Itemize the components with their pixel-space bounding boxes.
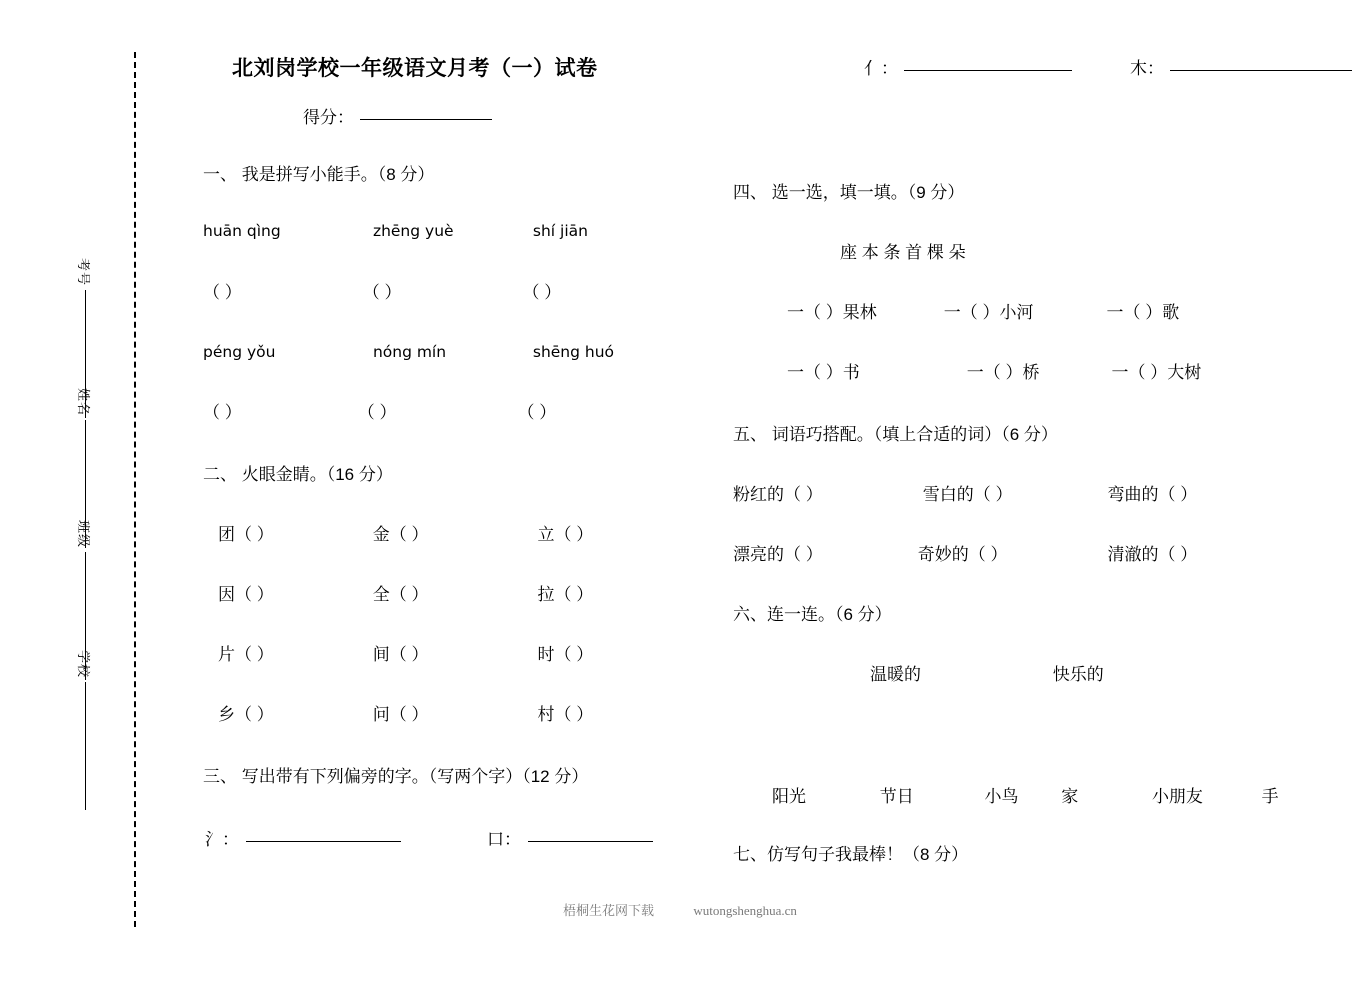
section-2-heading: 二、 火眼金睛。（16 分） (203, 465, 393, 484)
match-word-bottom[interactable]: 家 (1061, 787, 1079, 806)
section-2-row[interactable] (218, 520, 593, 545)
section-4-row-2[interactable] (787, 358, 1201, 383)
sidebar-item-label: 姓名 (76, 388, 92, 417)
match-word-top[interactable]: 快乐的 (1052, 665, 1104, 684)
sidebar-item-school[interactable] (72, 650, 98, 810)
section-7-heading: 七、仿写句子我最棒！（8 分） (733, 845, 969, 864)
footer-watermark (0, 900, 1360, 919)
section-5-heading: 五、 词语巧搭配。（填上合适的词）（6 分） (733, 425, 1058, 444)
section-2-row[interactable] (218, 580, 593, 605)
radical-label: 口： (487, 830, 521, 849)
pinyin-cell: zhēng yuè (372, 222, 454, 240)
collocation-blank[interactable]: 清澈的（ ） (1107, 545, 1198, 564)
char-answer-cell[interactable]: 片（ ） (218, 645, 274, 664)
match-word-bottom[interactable]: 节日 (879, 787, 914, 806)
match-word-bottom[interactable]: 小朋友 (1151, 787, 1203, 806)
section-1-pinyin-row-1 (203, 222, 588, 240)
score-rule[interactable] (360, 119, 492, 120)
char-answer-cell[interactable]: 团（ ） (218, 525, 274, 544)
char-answer-cell[interactable]: 问（ ） (372, 705, 429, 724)
watermark-url: wutongshenghua.cn (693, 903, 797, 918)
section-2-row[interactable] (218, 700, 593, 725)
char-answer-cell[interactable]: 间（ ） (372, 645, 429, 664)
section-6-bottom-words[interactable] (772, 782, 1279, 807)
answer-bracket[interactable]: （ ） (203, 283, 242, 302)
collocation-blank[interactable]: 弯曲的（ ） (1107, 485, 1198, 504)
header-field-2[interactable] (1130, 54, 1352, 79)
section-3-heading: 三、 写出带有下列偏旁的字。（写两个字）（12 分） (203, 767, 589, 786)
radical-answer-rule[interactable] (246, 841, 401, 842)
sidebar-item-label: 考号 (76, 258, 92, 287)
char-answer-cell[interactable]: 全（ ） (372, 585, 429, 604)
collocation-blank[interactable]: 奇妙的（ ） (917, 545, 1008, 564)
section-3-item-water-radical[interactable] (205, 825, 401, 850)
char-answer-cell[interactable]: 时（ ） (537, 645, 594, 664)
pinyin-cell: shí jiān (532, 222, 588, 240)
match-word-top[interactable]: 温暖的 (870, 665, 921, 684)
page-title: 北刘岗学校一年级语文月考（一）试卷 (232, 57, 598, 80)
collocation-blank[interactable]: 漂亮的（ ） (733, 545, 823, 564)
char-answer-cell[interactable]: 拉（ ） (537, 585, 594, 604)
measure-word-blank[interactable]: 一（ ）小河 (943, 303, 1034, 322)
section-1-heading: 一、 我是拼写小能手。（8 分） (203, 165, 435, 184)
answer-bracket[interactable]: （ ） (522, 283, 562, 302)
header-field-1-label: 亻： (864, 59, 898, 78)
section-5-row-1[interactable] (733, 480, 1197, 505)
sidebar-item-rule (86, 682, 87, 810)
section-1-answer-row-2[interactable] (203, 398, 556, 423)
sidebar-item-label: 学校 (76, 650, 92, 679)
pinyin-cell: huān qìng (203, 222, 281, 240)
header-field-1[interactable] (864, 54, 1072, 79)
binding-dashed-line (134, 52, 136, 927)
answer-bracket[interactable]: （ ） (517, 403, 557, 422)
section-6-top-words[interactable] (870, 660, 1104, 685)
measure-word-blank[interactable]: 一（ ）歌 (1106, 303, 1180, 322)
section-6-heading: 六、连一连。（6 分） (733, 605, 892, 624)
section-4-row-1[interactable] (787, 298, 1179, 323)
pinyin-cell: shēng huó (532, 343, 615, 361)
section-3-item-mouth-radical[interactable] (487, 825, 653, 850)
score-field[interactable] (303, 103, 492, 128)
radical-answer-rule[interactable] (528, 841, 653, 842)
section-2-row[interactable] (218, 640, 593, 665)
measure-word-blank[interactable]: 一（ ）大树 (1111, 363, 1202, 382)
collocation-blank[interactable]: 雪白的（ ） (922, 485, 1013, 504)
measure-word-blank[interactable]: 一（ ）果林 (787, 303, 877, 322)
match-word-bottom[interactable]: 小鸟 (984, 787, 1019, 806)
char-answer-cell[interactable]: 乡（ ） (218, 705, 274, 724)
char-answer-cell[interactable]: 因（ ） (218, 585, 274, 604)
header-field-2-rule[interactable] (1170, 70, 1352, 71)
sidebar-item-label: 班级 (76, 520, 92, 549)
watermark-text: 梧桐生花网下载 (563, 903, 655, 918)
section-4-heading: 四、 选一选，填一填。（9 分） (733, 183, 965, 202)
section-1-pinyin-row-2 (203, 343, 614, 361)
measure-word-blank[interactable]: 一（ ）书 (787, 363, 860, 382)
char-answer-cell[interactable]: 立（ ） (537, 525, 594, 544)
match-word-bottom[interactable]: 手 (1261, 787, 1279, 806)
match-word-bottom[interactable]: 阳光 (772, 787, 806, 806)
header-field-1-rule[interactable] (904, 70, 1072, 71)
section-5-row-2[interactable] (733, 540, 1197, 565)
radical-label: 氵： (205, 830, 239, 849)
char-answer-cell[interactable]: 金（ ） (372, 525, 429, 544)
answer-bracket[interactable]: （ ） (357, 403, 397, 422)
answer-bracket[interactable]: （ ） (362, 283, 402, 302)
measure-word-blank[interactable]: 一（ ）桥 (966, 363, 1040, 382)
collocation-blank[interactable]: 粉红的（ ） (733, 485, 823, 504)
header-field-2-label: 木： (1130, 59, 1164, 78)
answer-bracket[interactable]: （ ） (203, 403, 242, 422)
section-1-answer-row-1[interactable] (203, 278, 561, 303)
section-4-word-bank: 座 本 条 首 棵 朵 (840, 243, 966, 262)
pinyin-cell: nóng mín (372, 343, 447, 361)
char-answer-cell[interactable]: 村（ ） (537, 705, 594, 724)
score-label: 得分： (303, 108, 354, 127)
pinyin-cell: péng yǒu (203, 343, 276, 361)
